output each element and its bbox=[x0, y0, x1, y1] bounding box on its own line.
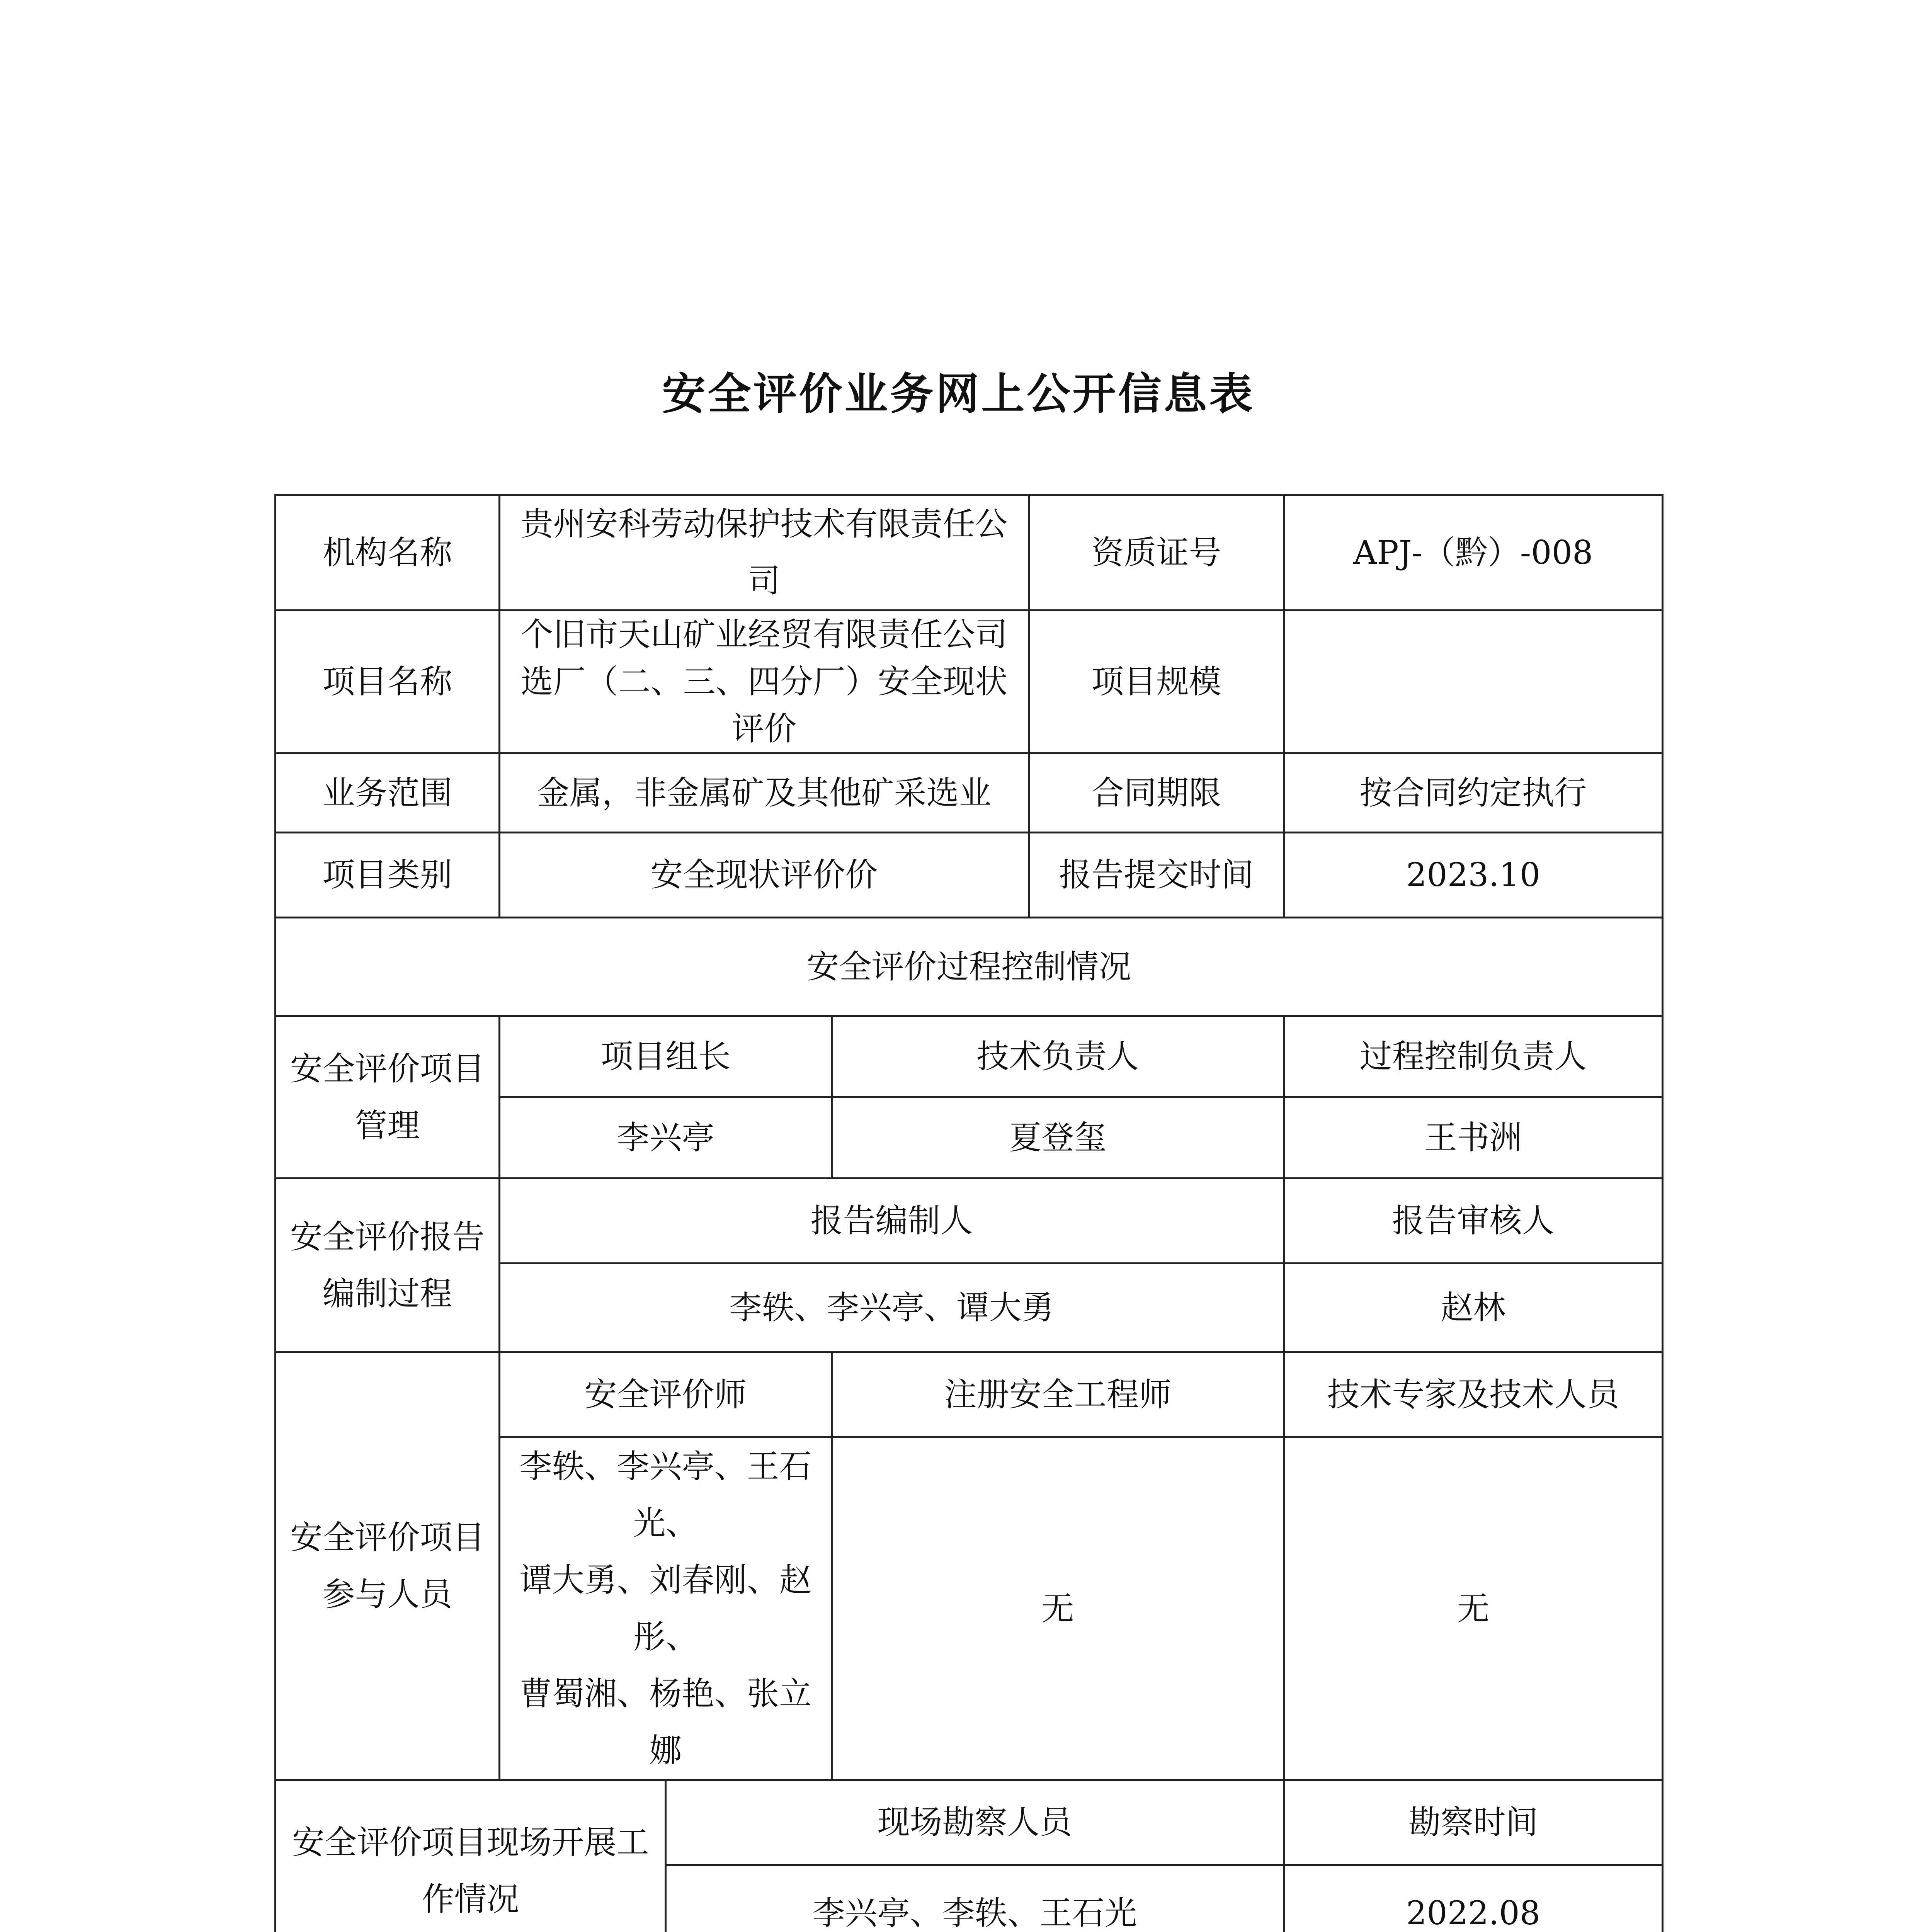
page-title: 安全评价业务网上公开信息表 bbox=[662, 369, 1255, 419]
site-header-row bbox=[276, 1780, 1663, 1865]
management-tech: 夏登玺 bbox=[832, 1097, 1284, 1179]
project-value: 个旧市天山矿业经贸有限责任公司选厂（二、三、四分厂）安全现状评价 bbox=[500, 611, 1029, 753]
report-time-label: 报告提交时间 bbox=[1029, 833, 1284, 918]
site-label: 安全评价项目现场开展工作情况 bbox=[276, 1780, 666, 1932]
management-header-control: 过程控制负责人 bbox=[1284, 1016, 1663, 1097]
management-label: 安全评价项目管理 bbox=[276, 1016, 500, 1179]
contract-label: 合同期限 bbox=[1029, 753, 1284, 833]
management-leader: 李兴亭 bbox=[500, 1097, 832, 1179]
contract-value: 按合同约定执行 bbox=[1284, 753, 1663, 833]
report-reviewer: 赵林 bbox=[1284, 1264, 1663, 1352]
business-label: 业务范围 bbox=[276, 753, 500, 833]
cert-label: 资质证号 bbox=[1029, 495, 1284, 611]
category-value: 安全现状评价价 bbox=[500, 833, 1029, 918]
site-header-time: 勘察时间 bbox=[1284, 1780, 1663, 1865]
management-header-tech: 技术负责人 bbox=[832, 1016, 1284, 1097]
site-header-staff: 现场勘察人员 bbox=[666, 1780, 1284, 1865]
participants-experts: 无 bbox=[1284, 1437, 1663, 1780]
management-control: 王书洲 bbox=[1284, 1097, 1663, 1179]
project-row bbox=[276, 611, 1663, 753]
participants-evaluators bbox=[500, 1437, 832, 1780]
evaluators-line: 曹蜀湘、杨艳、张立娜 bbox=[519, 1675, 812, 1770]
org-label: 机构名称 bbox=[276, 495, 500, 611]
report-header-reviewer: 报告审核人 bbox=[1284, 1179, 1663, 1264]
business-value: 金属，非金属矿及其他矿采选业 bbox=[500, 753, 1029, 833]
report-time-value: 2023.10 bbox=[1284, 833, 1663, 918]
evaluators-line: 谭大勇、刘春刚、赵彤、 bbox=[519, 1561, 812, 1656]
evaluators-line: 李轶、李兴亭、王石光、 bbox=[519, 1447, 812, 1543]
site-staff: 李兴亭、李轶、王石光 bbox=[666, 1865, 1284, 1932]
scale-label: 项目规模 bbox=[1029, 611, 1284, 753]
participants-engineers: 无 bbox=[832, 1437, 1284, 1780]
participants-header-evaluators: 安全评价师 bbox=[500, 1352, 832, 1437]
scale-value bbox=[1284, 611, 1663, 753]
category-label: 项目类别 bbox=[276, 833, 500, 918]
participants-header-row bbox=[276, 1352, 1663, 1437]
business-row bbox=[276, 753, 1663, 833]
management-header-row bbox=[276, 1016, 1663, 1097]
report-header-writer: 报告编制人 bbox=[500, 1179, 1284, 1264]
cert-value: APJ-（黔）-008 bbox=[1284, 495, 1663, 611]
report-process-label: 安全评价报告编制过程 bbox=[276, 1179, 500, 1352]
participants-header-engineers: 注册安全工程师 bbox=[832, 1352, 1284, 1437]
process-title: 安全评价过程控制情况 bbox=[276, 918, 1663, 1016]
category-row bbox=[276, 833, 1663, 918]
org-row bbox=[276, 495, 1663, 611]
participants-label: 安全评价项目参与人员 bbox=[276, 1352, 500, 1780]
report-writers: 李轶、李兴亭、谭大勇 bbox=[500, 1264, 1284, 1352]
site-time: 2022.08 bbox=[1284, 1865, 1663, 1932]
report-header-row bbox=[276, 1179, 1663, 1264]
project-label: 项目名称 bbox=[276, 611, 500, 753]
participants-header-experts: 技术专家及技术人员 bbox=[1284, 1352, 1663, 1437]
info-table bbox=[274, 494, 1664, 1932]
org-value: 贵州安科劳动保护技术有限责任公司 bbox=[500, 495, 1029, 611]
management-header-leader: 项目组长 bbox=[500, 1016, 832, 1097]
process-title-row bbox=[276, 918, 1663, 1016]
